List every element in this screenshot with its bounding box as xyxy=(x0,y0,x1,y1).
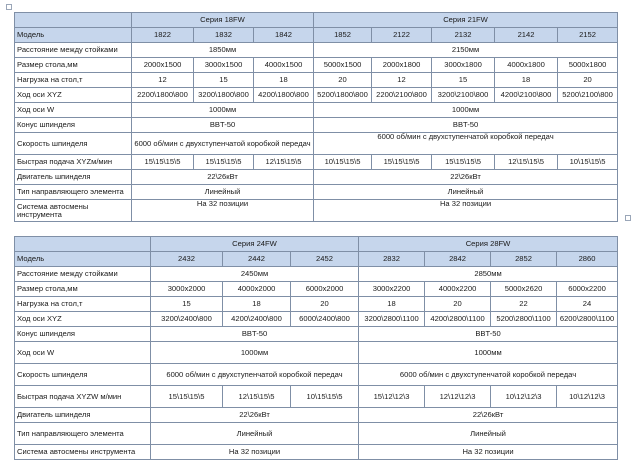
row-label: Быстрая подача XYZW м/мин xyxy=(15,386,151,408)
table-row xyxy=(15,267,618,282)
model-cell: 2152 xyxy=(558,28,618,43)
table-row xyxy=(15,297,618,312)
group-value: 1000мм xyxy=(314,103,618,118)
table-row xyxy=(15,327,618,342)
row-label: Модель xyxy=(15,28,132,43)
table-row xyxy=(15,342,618,364)
group-value: BBT-50 xyxy=(151,327,359,342)
model-row xyxy=(15,252,618,267)
group-value: 2150мм xyxy=(314,43,618,58)
table-row xyxy=(15,73,618,88)
group-value: На 32 позиции xyxy=(132,200,314,222)
group-value: Линейный xyxy=(132,185,314,200)
row-label: Размер стола,мм xyxy=(15,282,151,297)
cell-value: 4200\2800\1100 xyxy=(425,312,491,327)
cell-value: 24 xyxy=(557,297,618,312)
cell-value: 3200\1800\800 xyxy=(194,88,254,103)
model-cell: 2442 xyxy=(223,252,291,267)
cell-value: 22 xyxy=(491,297,557,312)
table-row xyxy=(15,170,618,185)
group-value: 22\26кВт xyxy=(314,170,618,185)
cell-value: 12\15\15\5 xyxy=(254,155,314,170)
row-label: Система автосмены инструмента xyxy=(15,445,151,460)
table-row xyxy=(15,386,618,408)
table-row xyxy=(15,200,618,222)
model-cell: 2142 xyxy=(495,28,558,43)
cell-value: 18 xyxy=(223,297,291,312)
cell-value: 6000\2400\800 xyxy=(291,312,359,327)
cell-value: 15 xyxy=(151,297,223,312)
series-header: Серия 21FW xyxy=(314,13,618,28)
cell-value: 4000x1800 xyxy=(495,58,558,73)
cell-value: 15\15\15\5 xyxy=(372,155,432,170)
group-value: 2450мм xyxy=(151,267,359,282)
corner-cell xyxy=(15,13,132,28)
group-value: 1000мм xyxy=(132,103,314,118)
row-label: Конус шпинделя xyxy=(15,327,151,342)
model-cell: 1832 xyxy=(194,28,254,43)
cell-value: 3000x1500 xyxy=(194,58,254,73)
table-row xyxy=(15,282,618,297)
cell-value: 3000x1800 xyxy=(432,58,495,73)
row-label: Ход оси W xyxy=(15,103,132,118)
group-value: BBT-50 xyxy=(314,118,618,133)
series-row xyxy=(15,237,618,252)
cell-value: 4200\1800\800 xyxy=(254,88,314,103)
row-label: Двигатель шпинделя xyxy=(15,170,132,185)
cell-value: 6000x2000 xyxy=(291,282,359,297)
table-row xyxy=(15,118,618,133)
table-row xyxy=(15,103,618,118)
cell-value: 15\15\15\5 xyxy=(151,386,223,408)
cell-value: 5200\2100\800 xyxy=(558,88,618,103)
specs-table-18fw-21fw xyxy=(14,12,618,222)
group-value: 2850мм xyxy=(359,267,618,282)
cell-value: 12 xyxy=(132,73,194,88)
cell-value: 20 xyxy=(558,73,618,88)
cell-value: 2200\2100\800 xyxy=(372,88,432,103)
cell-value: 12\15\15\5 xyxy=(495,155,558,170)
series-header: Серия 28FW xyxy=(359,237,618,252)
row-label: Тип направляющего элемента xyxy=(15,185,132,200)
cell-value: 3000x2000 xyxy=(151,282,223,297)
table-row xyxy=(15,423,618,445)
row-label: Модель xyxy=(15,252,151,267)
row-label: Нагрузка на стол,т xyxy=(15,73,132,88)
series-header: Серия 24FW xyxy=(151,237,359,252)
group-value: 6000 об/мин с двухступенчатой коробкой передач xyxy=(132,133,314,155)
model-cell: 2432 xyxy=(151,252,223,267)
specs-table-24fw-28fw xyxy=(14,236,618,460)
cell-value: 15\15\15\5 xyxy=(432,155,495,170)
row-label: Быстрая подача XYZм/мин xyxy=(15,155,132,170)
group-value: BBT-50 xyxy=(132,118,314,133)
cell-value: 12\15\15\5 xyxy=(223,386,291,408)
row-label: Система автосмены инструмента xyxy=(15,200,132,222)
cell-value: 5000x1800 xyxy=(558,58,618,73)
table-row xyxy=(15,312,618,327)
model-cell: 2452 xyxy=(291,252,359,267)
row-label: Ход оси XYZ xyxy=(15,88,132,103)
group-value: 22\26кВт xyxy=(359,408,618,423)
table-row xyxy=(15,185,618,200)
cell-value: 6200\2800\1100 xyxy=(557,312,618,327)
table-row xyxy=(15,408,618,423)
cell-value: 10\12\12\3 xyxy=(557,386,618,408)
cell-value: 10\15\15\5 xyxy=(558,155,618,170)
cell-value: 18 xyxy=(495,73,558,88)
cell-value: 4200\2400\800 xyxy=(223,312,291,327)
row-label: Ход оси XYZ xyxy=(15,312,151,327)
table-row xyxy=(15,155,618,170)
group-value: 6000 об/мин с двухступенчатой коробкой передач xyxy=(151,364,359,386)
cell-value: 10\15\15\5 xyxy=(314,155,372,170)
row-label: Скорость шпинделя xyxy=(15,364,151,386)
cell-value: 3000x2200 xyxy=(359,282,425,297)
group-value: Линейный xyxy=(314,185,618,200)
cell-value: 18 xyxy=(359,297,425,312)
cell-value: 6000x2200 xyxy=(557,282,618,297)
model-cell: 1822 xyxy=(132,28,194,43)
model-cell: 2842 xyxy=(425,252,491,267)
table-row xyxy=(15,88,618,103)
row-label: Двигатель шпинделя xyxy=(15,408,151,423)
cell-value: 3200\2100\800 xyxy=(432,88,495,103)
row-label: Скорость шпинделя xyxy=(15,133,132,155)
model-cell: 2832 xyxy=(359,252,425,267)
cell-value: 4000x2000 xyxy=(223,282,291,297)
table-row xyxy=(15,58,618,73)
group-value: На 32 позиции xyxy=(359,445,618,460)
group-value: 1000мм xyxy=(151,342,359,364)
group-value: На 32 позиции xyxy=(314,200,618,222)
cell-value: 4000x1500 xyxy=(254,58,314,73)
model-cell: 1852 xyxy=(314,28,372,43)
cell-value: 12 xyxy=(372,73,432,88)
cell-value: 10\12\12\3 xyxy=(491,386,557,408)
cell-value: 5200\1800\800 xyxy=(314,88,372,103)
group-value: На 32 позиции xyxy=(151,445,359,460)
row-label: Расстояние между стойками xyxy=(15,43,132,58)
cell-value: 20 xyxy=(314,73,372,88)
corner-cell xyxy=(15,237,151,252)
cell-value: 12\12\12\3 xyxy=(425,386,491,408)
cell-value: 15 xyxy=(432,73,495,88)
table-resize-handle[interactable] xyxy=(625,215,631,221)
group-value: 6000 об/мин с двухступенчатой коробкой передач xyxy=(359,364,618,386)
model-cell: 1842 xyxy=(254,28,314,43)
group-value: 1000мм xyxy=(359,342,618,364)
cell-value: 4200\2100\800 xyxy=(495,88,558,103)
group-value: 6000 об/мин с двухступенчатой коробкой передач xyxy=(314,133,618,155)
cell-value: 10\15\15\5 xyxy=(291,386,359,408)
cell-value: 18 xyxy=(254,73,314,88)
group-value: 22\26кВт xyxy=(132,170,314,185)
model-row xyxy=(15,28,618,43)
cell-value: 3200\2400\800 xyxy=(151,312,223,327)
cell-value: 20 xyxy=(425,297,491,312)
group-value: BBT-50 xyxy=(359,327,618,342)
cell-value: 5000x2620 xyxy=(491,282,557,297)
model-cell: 2122 xyxy=(372,28,432,43)
row-label: Ход оси W xyxy=(15,342,151,364)
group-value: 1850мм xyxy=(132,43,314,58)
group-value: 22\26кВт xyxy=(151,408,359,423)
table-row xyxy=(15,364,618,386)
model-cell: 2852 xyxy=(491,252,557,267)
cell-value: 2000x1500 xyxy=(132,58,194,73)
model-cell: 2860 xyxy=(557,252,618,267)
row-label: Тип направляющего элемента xyxy=(15,423,151,445)
cell-value: 3200\2800\1100 xyxy=(359,312,425,327)
cell-value: 15\15\15\5 xyxy=(132,155,194,170)
cell-value: 15\12\12\3 xyxy=(359,386,425,408)
row-label: Конус шпинделя xyxy=(15,118,132,133)
cell-value: 2000x1800 xyxy=(372,58,432,73)
group-value: Линейный xyxy=(151,423,359,445)
table-row xyxy=(15,43,618,58)
series-row xyxy=(15,13,618,28)
group-value: Линейный xyxy=(359,423,618,445)
table-row xyxy=(15,445,618,460)
row-label: Размер стола,мм xyxy=(15,58,132,73)
row-label: Нагрузка на стол,т xyxy=(15,297,151,312)
row-label: Расстояние между стойками xyxy=(15,267,151,282)
table-move-handle[interactable] xyxy=(6,4,12,10)
cell-value: 4000x2200 xyxy=(425,282,491,297)
cell-value: 5000x1500 xyxy=(314,58,372,73)
model-cell: 2132 xyxy=(432,28,495,43)
table-row xyxy=(15,133,618,155)
series-header: Серия 18FW xyxy=(132,13,314,28)
cell-value: 5200\2800\1100 xyxy=(491,312,557,327)
cell-value: 15 xyxy=(194,73,254,88)
cell-value: 2200\1800\800 xyxy=(132,88,194,103)
cell-value: 15\15\15\5 xyxy=(194,155,254,170)
cell-value: 20 xyxy=(291,297,359,312)
